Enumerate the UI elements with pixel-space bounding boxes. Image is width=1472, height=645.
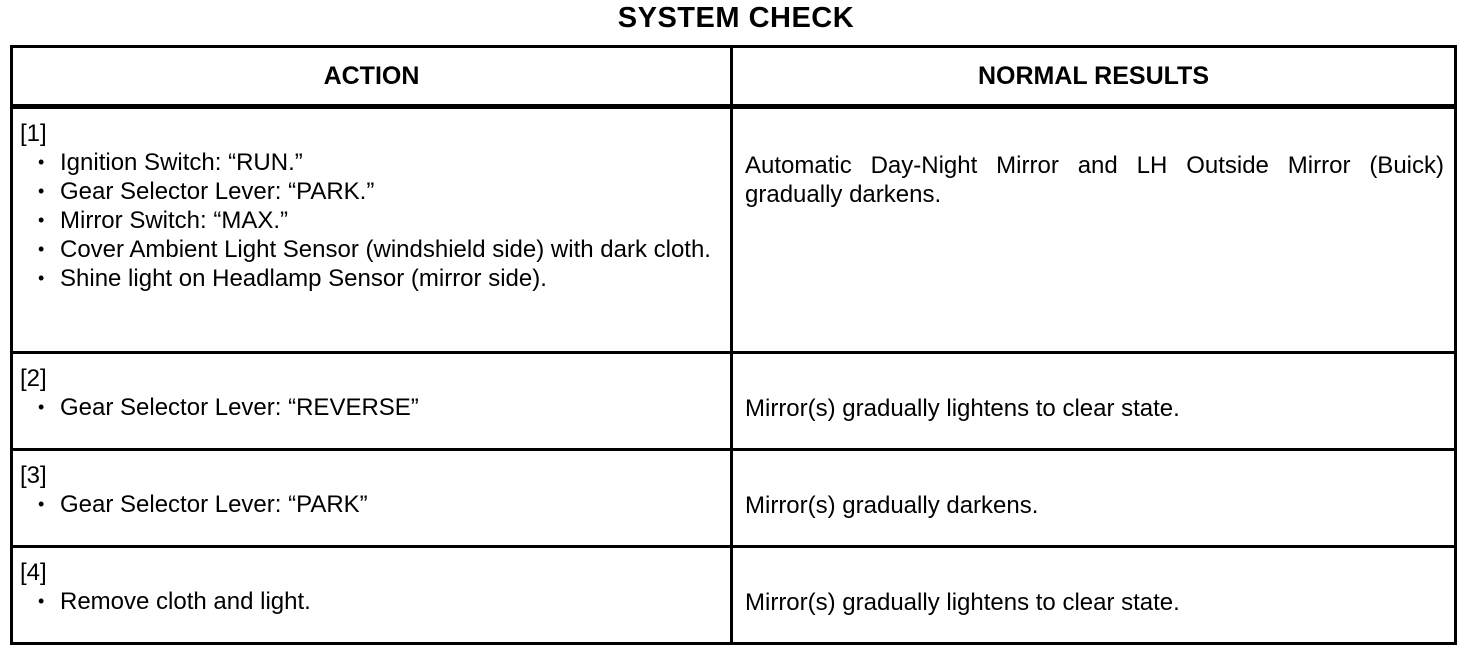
action-list [20,148,722,293]
column-header-normal-results: NORMAL RESULTS [732,47,1456,107]
result-cell [732,450,1456,547]
action-item: • Gear Selector Lever: “PARK.” [60,177,722,206]
table-row [12,353,1456,450]
result-cell [732,547,1456,644]
action-list [20,587,722,616]
system-check-table [10,45,1457,645]
action-item: • Gear Selector Lever: “PARK” [60,490,722,519]
step-number: [1] [20,120,47,147]
table-row [12,547,1456,644]
normal-result-text: Mirror(s) gradually lightens to clear state. [745,589,1180,616]
action-item: • Shine light on Headlamp Sensor (mirror side). [60,264,722,293]
table-header-row [12,47,1456,107]
table-row [12,107,1456,353]
result-cell [732,353,1456,450]
page-title: SYSTEM CHECK [617,2,855,34]
action-cell [12,450,732,547]
normal-result-text: Automatic Day-Night Mirror and LH Outside Mirror (Buick) gradually darkens. [745,152,1444,208]
step-number: [3] [20,462,47,489]
action-list [20,393,722,422]
action-item: • Mirror Switch: “MAX.” [60,206,722,235]
step-number: [2] [20,365,47,392]
action-item: • Cover Ambient Light Sensor (windshield side) with dark cloth. [60,235,722,264]
step-number: [4] [20,559,47,586]
normal-result-text: Mirror(s) gradually lightens to clear state. [745,395,1180,422]
action-item: • Gear Selector Lever: “REVERSE” [60,393,722,422]
action-cell [12,547,732,644]
action-cell [12,107,732,353]
action-item: • Remove cloth and light. [60,587,722,616]
action-cell [12,353,732,450]
action-list [20,490,722,519]
result-cell [732,107,1456,353]
action-item: • Ignition Switch: “RUN.” [60,148,722,177]
column-header-action: ACTION [12,47,732,107]
table-row [12,450,1456,547]
normal-result-text: Mirror(s) gradually darkens. [745,492,1039,519]
